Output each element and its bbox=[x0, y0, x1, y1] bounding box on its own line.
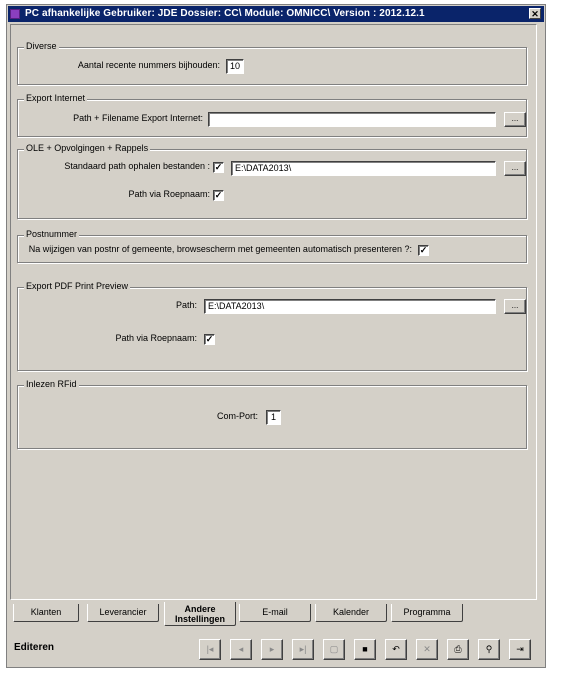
group-diverse bbox=[17, 41, 527, 85]
pdf-via-roepnaam-checkbox[interactable]: ✓ bbox=[205, 334, 214, 344]
first-record-icon[interactable]: |◂ bbox=[199, 639, 221, 660]
exit-icon[interactable]: ⇥ bbox=[509, 639, 531, 660]
recent-numbers-field[interactable]: 10 bbox=[226, 59, 244, 74]
group-diverse-title: Diverse bbox=[26, 41, 57, 51]
pdf-path-label: Path: bbox=[175, 300, 197, 310]
com-port-field[interactable]: 1 bbox=[266, 410, 281, 425]
group-postnummer-title: Postnummer bbox=[26, 229, 78, 239]
window-title: PC afhankelijke Gebruiker: JDE Dossier: CC\ Module: OMNICC\ Version : 2012.12.1 bbox=[25, 8, 425, 19]
tab-klanten[interactable]: Klanten bbox=[13, 604, 79, 622]
pdf-browse-button[interactable]: ... bbox=[504, 299, 526, 314]
group-export-internet bbox=[17, 93, 527, 137]
group-ole bbox=[17, 143, 527, 219]
close-button[interactable]: ✕ bbox=[529, 8, 541, 19]
search-icon[interactable]: ⚲ bbox=[478, 639, 500, 660]
prev-record-icon[interactable]: ◂ bbox=[230, 639, 252, 660]
group-postnummer bbox=[17, 229, 527, 263]
save-icon[interactable]: ■ bbox=[354, 639, 376, 660]
title-bar bbox=[8, 6, 544, 22]
new-record-icon[interactable]: ▢ bbox=[323, 639, 345, 660]
pdf-via-roepnaam-label: Path via Roepnaam: bbox=[115, 333, 197, 343]
com-port-label: Com-Port: bbox=[216, 411, 258, 421]
mode-label: Editeren bbox=[14, 642, 55, 653]
postnummer-checkbox[interactable]: ✓ bbox=[419, 245, 428, 255]
postnummer-label: Na wijzigen van postnr of gemeente, browsescherm met gemeenten automatisch presenteren ?: bbox=[28, 244, 412, 254]
export-internet-path-label: Path + Filename Export Internet: bbox=[73, 113, 203, 123]
next-record-icon[interactable]: ▸ bbox=[261, 639, 283, 660]
tab-email[interactable]: E-mail bbox=[239, 604, 311, 622]
app-icon[interactable] bbox=[10, 9, 20, 19]
settings-panel bbox=[10, 24, 537, 600]
group-ole-title: OLE + Opvolgingen + Rappels bbox=[26, 143, 149, 153]
tab-andere-line1: Andere bbox=[184, 604, 216, 614]
group-rfid-title: Inlezen RFid bbox=[26, 379, 77, 389]
export-internet-browse-button[interactable]: ... bbox=[504, 112, 526, 127]
group-rfid bbox=[17, 379, 527, 449]
last-record-icon[interactable]: ▸| bbox=[292, 639, 314, 660]
std-path-label: Standaard path ophalen bestanden : bbox=[64, 161, 210, 171]
tab-programma[interactable]: Programma bbox=[391, 604, 463, 622]
tab-strip bbox=[13, 602, 543, 626]
group-export-internet-title: Export Internet bbox=[26, 93, 86, 103]
ole-path-field[interactable]: E:\DATA2013\ bbox=[231, 161, 496, 176]
group-export-pdf bbox=[17, 281, 527, 371]
std-path-checkbox[interactable]: ✓ bbox=[214, 162, 223, 172]
print-icon[interactable]: ⎙ bbox=[447, 639, 469, 660]
group-export-pdf-title: Export PDF Print Preview bbox=[26, 281, 129, 291]
tab-andere-instellingen[interactable] bbox=[164, 602, 236, 626]
export-internet-path-field[interactable] bbox=[208, 112, 496, 127]
settings-window bbox=[6, 4, 546, 668]
pdf-path-field[interactable]: E:\DATA2013\ bbox=[204, 299, 496, 314]
ole-via-roepnaam-label: Path via Roepnaam: bbox=[128, 189, 210, 199]
undo-icon[interactable]: ↶ bbox=[385, 639, 407, 660]
tab-kalender[interactable]: Kalender bbox=[315, 604, 387, 622]
ole-browse-button[interactable]: ... bbox=[504, 161, 526, 176]
ole-via-roepnaam-checkbox[interactable]: ✓ bbox=[214, 190, 223, 200]
delete-icon[interactable]: ✕ bbox=[416, 639, 438, 660]
status-bar bbox=[8, 631, 544, 667]
recent-numbers-label: Aantal recente nummers bijhouden: bbox=[77, 60, 220, 70]
tab-leverancier[interactable]: Leverancier bbox=[87, 604, 159, 622]
tab-andere-line2: Instellingen bbox=[174, 614, 225, 624]
